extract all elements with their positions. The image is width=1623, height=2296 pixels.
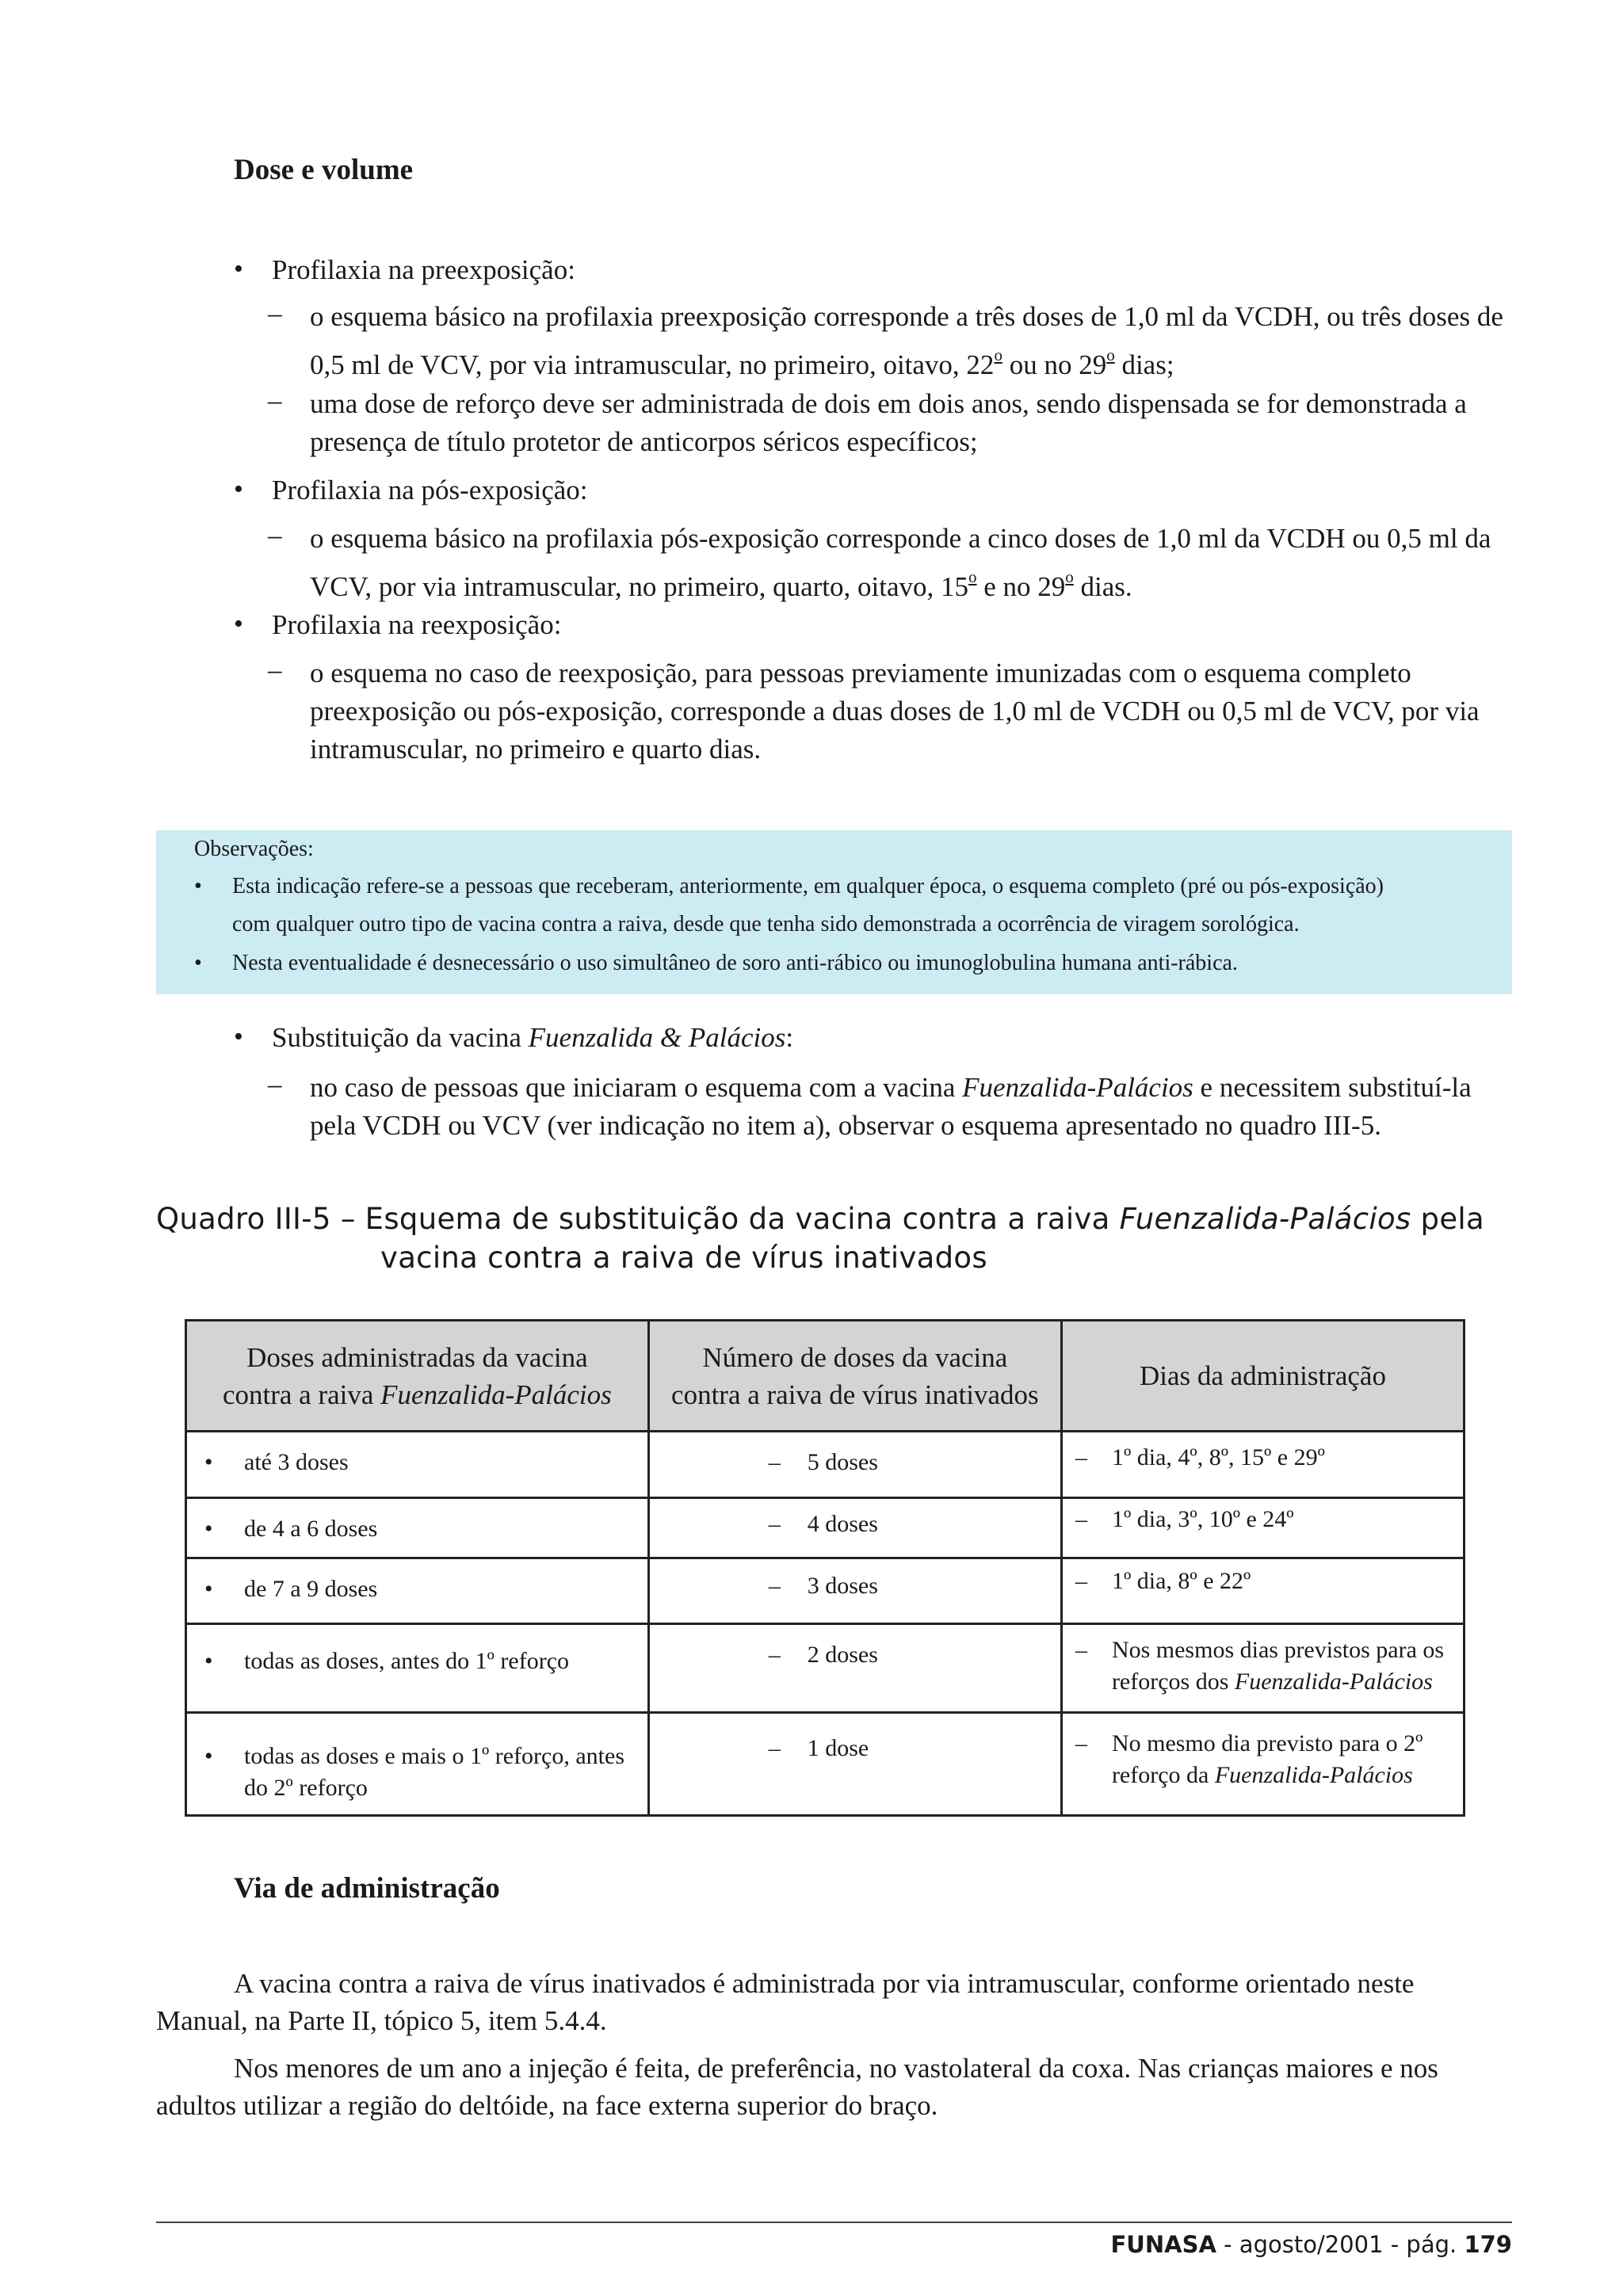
observation-1-line2: com qualquer outro tipo de vacina contra a raiva, desde que tenha sido demonstrada a ocorrência de viragem sorológica. [232,912,1300,936]
substitution-item-line2: pela VCDH ou VCV (ver indicação no item a), observar o esquema apresentado no quadro III-5. [310,1110,1381,1141]
cell-doses: • de 7 a 9 doses [186,1558,649,1624]
pre-item2-line2: presença de título protetor de anticorpos séricos específicos; [310,426,978,457]
dash: – [268,385,282,416]
pos-item1-line2: VCV, por via intramuscular, no primeiro, quarto, oitavo, 15$^o$ e no 29$^o$ dias. [310,567,1132,602]
re-item1-line3: intramuscular, no primeiro e quarto dias. [310,734,762,765]
reexposure-label: Profilaxia na reexposição: [272,609,562,640]
substitution-item-line1: no caso de pessoas que iniciaram o esquema com a vacina Fuenzalida-Palácios e necessitem substituí-la [310,1072,1472,1103]
observation-2: Nesta eventualidade é desnecessário o uso simultâneo de soro anti-rábico ou imunoglobulina humana anti-rábica. [232,951,1238,975]
page-footer: FUNASA - agosto/2001 - pág. 179 [1110,2231,1512,2258]
section-heading-via: Via de administração [234,1872,500,1905]
pre-exposure-label: Profilaxia na preexposição: [272,254,575,285]
bullet: • [234,475,243,504]
substitution-label: Substituição da vacina Fuenzalida & Palácios: [272,1022,794,1053]
dash: – [268,298,282,329]
pre-item2-line1: uma dose de reforço deve ser administrada de dois em dois anos, sendo dispensada se for demonstrada a [310,388,1467,419]
table-row [186,1558,1465,1624]
cell-doses: • todas as doses, antes do 1º reforço [186,1624,649,1713]
section-heading-dose: Dose e volume [234,154,414,186]
header-numero-doses: Número de doses da vacina contra a raiva de vírus inativados [648,1321,1061,1432]
pos-item1-line1: o esquema básico na profilaxia pós-exposição corresponde a cinco doses de 1,0 ml da VCDH ou 0,5 ml da [310,523,1491,554]
cell-dias: – 1º dia, 3º, 10º e 24º [1061,1498,1464,1558]
table-row [186,1432,1465,1498]
bullet: • [234,1022,243,1051]
observations-title: Observações: [194,837,314,861]
quadro-table [185,1319,1465,1817]
cell-numero: – 1 dose [648,1713,1061,1816]
quadro-title-line2: vacina contra a raiva de vírus inativados [380,1241,987,1275]
bullet: • [234,609,243,639]
dash: – [268,520,282,551]
dash: – [268,1069,282,1100]
bullet: • [234,254,243,284]
header-doses-administradas: Doses administradas da vacina contra a raiva Fuenzalida-Palácios [186,1321,649,1432]
table-row [186,1498,1465,1558]
via-paragraph-1: A vacina contra a raiva de vírus inativados é administrada por via intramuscular, conforme orientado neste Manual, na Parte II, tópico 5, item 5.4.4. [156,1968,1415,2036]
re-item1-line1: o esquema no caso de reexposição, para pessoas previamente imunizadas com o esquema completo [310,658,1411,688]
cell-doses: • até 3 doses [186,1432,649,1498]
observation-1-line1: Esta indicação refere-se a pessoas que receberam, anteriormente, em qualquer época, o esquema completo (pré ou pós-exposição) [232,874,1384,898]
cell-numero: – 3 doses [648,1558,1061,1624]
table-row [186,1713,1465,1816]
cell-doses: • todas as doses e mais o 1º reforço, antes do 2º reforço [186,1713,649,1816]
header-dias-administracao: Dias da administração [1061,1321,1464,1432]
post-exposure-label: Profilaxia na pós-exposição: [272,475,588,505]
re-item1-line2: preexposição ou pós-exposição, corresponde a duas doses de 1,0 ml de VCDH ou 0,5 ml de VCV, por via [310,696,1480,727]
via-paragraph-2: Nos menores de um ano a injeção é feita, de preferência, no vastolateral da coxa. Nas crianças maiores e nos adultos utilizar a região do deltóide, na face externa superior do braço. [156,2053,1438,2121]
pre-item1-line1: o esquema básico na profilaxia preexposição corresponde a três doses de 1,0 ml da VCDH, ou três doses de [310,301,1503,332]
cell-numero: – 4 doses [648,1498,1061,1558]
cell-doses: • de 4 a 6 doses [186,1498,649,1558]
bullet: • [194,951,202,975]
table-header-row [186,1321,1465,1432]
pre-item1-line2: 0,5 ml de VCV, por via intramuscular, no primeiro, oitavo, 22$^o$ ou no 29$^o$ dias; [310,345,1174,380]
bullet: • [194,874,202,898]
dash: – [268,654,282,685]
cell-dias: – No mesmo dia previsto para o 2º reforço da Fuenzalida-Palácios [1061,1713,1464,1816]
cell-numero: – 2 doses [648,1624,1061,1713]
quadro-title-line1: Quadro III-5 – Esquema de substituição da vacina contra a raiva Fuenzalida-Palácios pela [156,1202,1484,1236]
cell-dias: – 1º dia, 8º e 22º [1061,1558,1464,1624]
footer-rule [156,2222,1512,2223]
table-row [186,1624,1465,1713]
cell-dias: – 1º dia, 4º, 8º, 15º e 29º [1061,1432,1464,1498]
cell-dias: – Nos mesmos dias previstos para os reforços dos Fuenzalida-Palácios [1061,1624,1464,1713]
cell-numero: – 5 doses [648,1432,1061,1498]
